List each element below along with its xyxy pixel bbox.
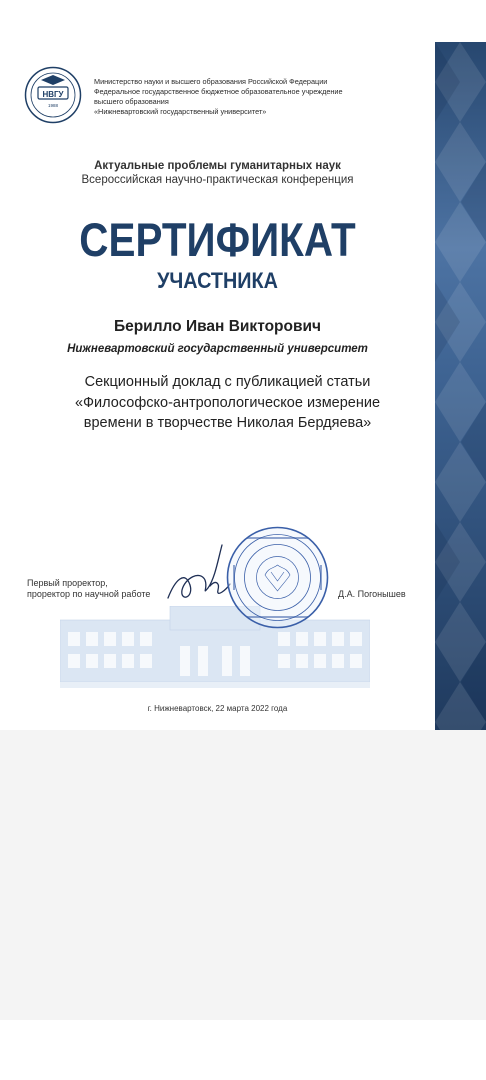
place-and-date: г. Нижневартовск, 22 марта 2022 года [147,704,288,713]
certificate-subtitle: УЧАСТНИКА [157,268,278,293]
report-description [20,372,435,434]
signer-position-line: проректор по научной работе [27,588,151,599]
participant-university: Нижневартовский государственный университет [67,343,368,355]
participant-name: Берилло Иван Викторович [113,318,322,335]
signer-position-line: Первый проректор, [27,578,108,588]
report-line: «Философско-антропологическое измерение [74,394,381,411]
signer-name: Д.А. Погонышев [338,589,406,599]
ministry-line: Министерство науки и высшего образования Российской Федерации [94,77,328,86]
certificate-title: СЕРТИФИКАТ [79,213,356,266]
report-line: времени в творчестве Николая Бердяева» [83,415,372,431]
report-line: Секционный доклад с публикацией статьи [84,374,371,390]
ministry-line: «Нижневартовский государственный университет» [94,107,267,116]
signer-position [27,578,150,599]
ministry-line: Федеральное государственное бюджетное образовательное учреждение [94,87,343,96]
conference-title: Актуальные проблемы гуманитарных наук [94,160,341,172]
decorative-diamond-stripe [435,42,486,730]
conference-subtitle: Всероссийская научно-практическая конференция [81,174,354,186]
official-seal-stamp [225,525,330,630]
ministry-header [94,77,424,117]
logo-text: НВГУ [42,89,64,99]
university-logo [24,66,82,124]
page-background [0,730,486,1020]
ministry-line: высшего образования [94,97,169,106]
logo-year: 1988 [47,103,59,108]
